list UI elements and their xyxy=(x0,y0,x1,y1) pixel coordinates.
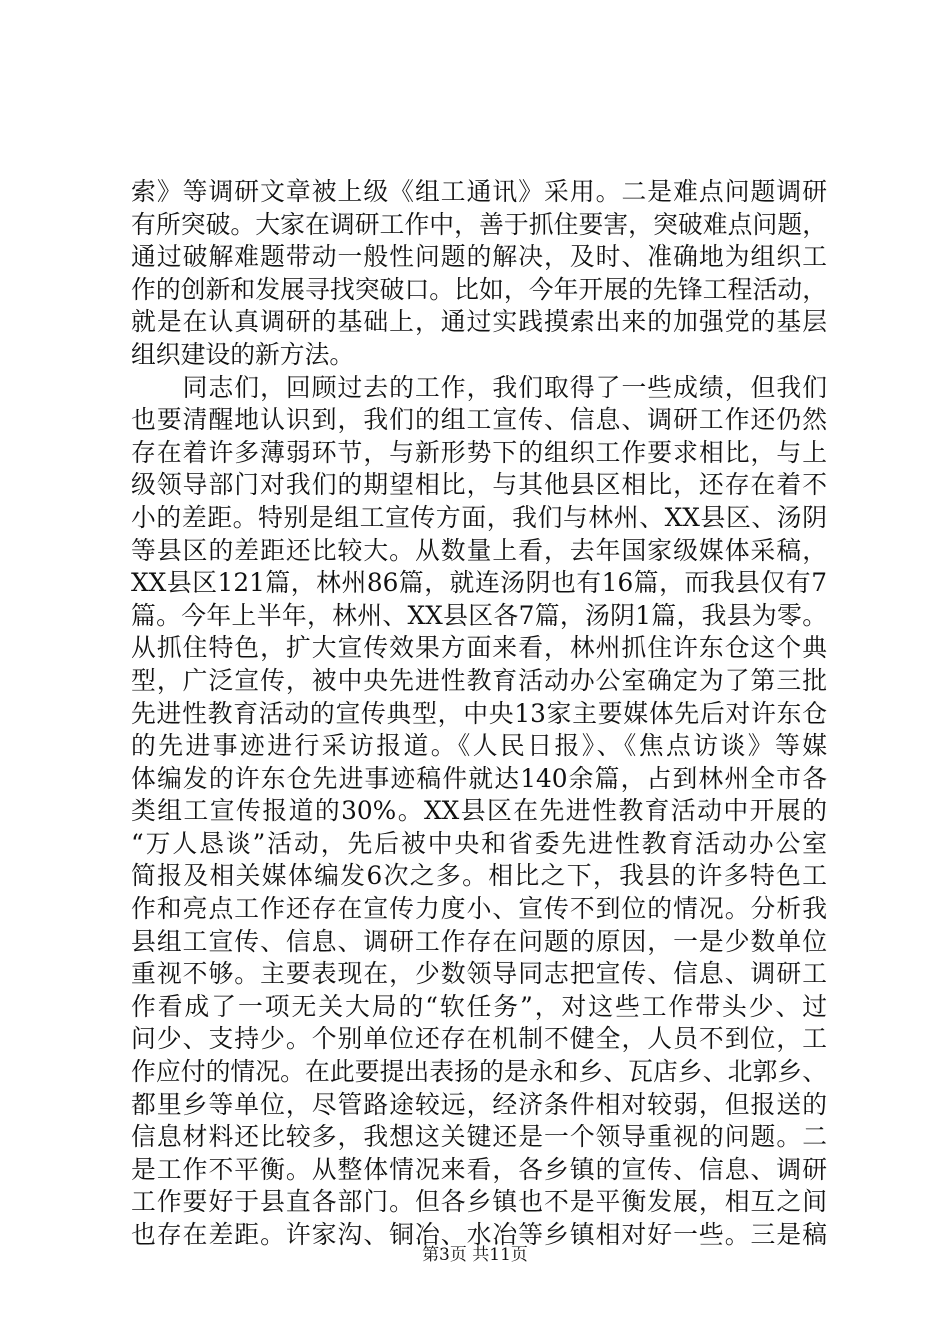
text-line: 简报及相关媒体编发6次之多。相比之下，我县的许多特色工 xyxy=(131,861,827,891)
text-line: 县组工宣传、信息、调研工作存在问题的原因，一是少数单位 xyxy=(131,926,827,956)
text-line: 信息材料还比较多，我想这关键还是一个领导重视的问题。二 xyxy=(131,1122,827,1152)
text-line: 工作要好于县直各部门。但各乡镇也不是平衡发展，相互之间 xyxy=(131,1187,827,1217)
text-line: “万人恳谈”活动，先后被中央和省委先进性教育活动办公室 xyxy=(131,828,827,858)
text-line: 也存在差距。许家沟、铜冶、水冶等乡镇相对好一些。三是稿 xyxy=(131,1220,827,1249)
text-line: 通过破解难题带动一般性问题的解决，及时、准确地为组织工 xyxy=(131,242,827,272)
text-line: 存在着许多薄弱环节，与新形势下的组织工作要求相比，与上 xyxy=(131,437,827,467)
text-line: 索》等调研文章被上级《组工通讯》采用。二是难点问题调研 xyxy=(131,177,827,206)
text-line: 型，广泛宣传，被中央先进性教育活动办公室确定为了第三批 xyxy=(131,665,827,695)
text-line: 作应付的情况。在此要提出表扬的是永和乡、瓦店乡、北郭乡、 xyxy=(131,1057,827,1087)
text-line: 先进性教育活动的宣传典型，中央13家主要媒体先后对许东仓 xyxy=(131,698,827,728)
text-line: 级领导部门对我们的期望相比，与其他县区相比，还存在着不 xyxy=(131,470,827,500)
text-line: 同志们，回顾过去的工作，我们取得了一些成绩，但我们 xyxy=(131,372,827,402)
text-line: 重视不够。主要表现在，少数领导同志把宣传、信息、调研工 xyxy=(131,959,827,989)
text-line: 作看成了一项无关大局的“软任务”，对这些工作带头少、过 xyxy=(131,991,827,1021)
text-line: XX县区121篇，林州86篇，就连汤阴也有16篇，而我县仅有7 xyxy=(131,568,827,598)
page-number-footer: 第3页 共11页 xyxy=(422,1245,528,1265)
text-line: 作的创新和发展寻找突破口。比如，今年开展的先锋工程活动， xyxy=(131,274,827,304)
text-line: 等县区的差距还比较大。从数量上看，去年国家级媒体采稿， xyxy=(131,535,827,565)
text-line: 从抓住特色，扩大宣传效果方面来看，林州抓住许东仓这个典 xyxy=(131,633,827,663)
text-line: 体编发的许东仓先进事迹稿件就达140余篇，占到林州全市各 xyxy=(131,763,827,793)
text-line: 小的差距。特别是组工宣传方面，我们与林州、XX县区、汤阴 xyxy=(131,502,827,532)
text-line: 作和亮点工作还存在宣传力度小、宣传不到位的情况。分析我 xyxy=(131,894,827,924)
text-line: 组织建设的新方法。 xyxy=(131,339,355,369)
text-line: 篇。今年上半年，林州、XX县区各7篇，汤阴1篇，我县为零。 xyxy=(131,600,827,630)
text-line: 类组工宣传报道的30%。XX县区在先进性教育活动中开展的 xyxy=(131,796,827,826)
text-line: 就是在认真调研的基础上，通过实践摸索出来的加强党的基层 xyxy=(131,307,827,337)
text-line: 有所突破。大家在调研工作中，善于抓住要害，突破难点问题， xyxy=(131,209,827,239)
text-line: 是工作不平衡。从整体情况来看，各乡镇的宣传、信息、调研 xyxy=(131,1154,827,1184)
text-line: 问少、支持少。个别单位还存在机制不健全，人员不到位，工 xyxy=(131,1024,827,1054)
text-line: 都里乡等单位，尽管路途较远，经济条件相对较弱，但报送的 xyxy=(131,1089,827,1119)
text-line: 也要清醒地认识到，我们的组工宣传、信息、调研工作还仍然 xyxy=(131,405,827,435)
body-text xyxy=(131,176,827,1252)
text-line: 的先进事迹进行采访报道。《人民日报》、《焦点访谈》等媒 xyxy=(131,731,827,761)
